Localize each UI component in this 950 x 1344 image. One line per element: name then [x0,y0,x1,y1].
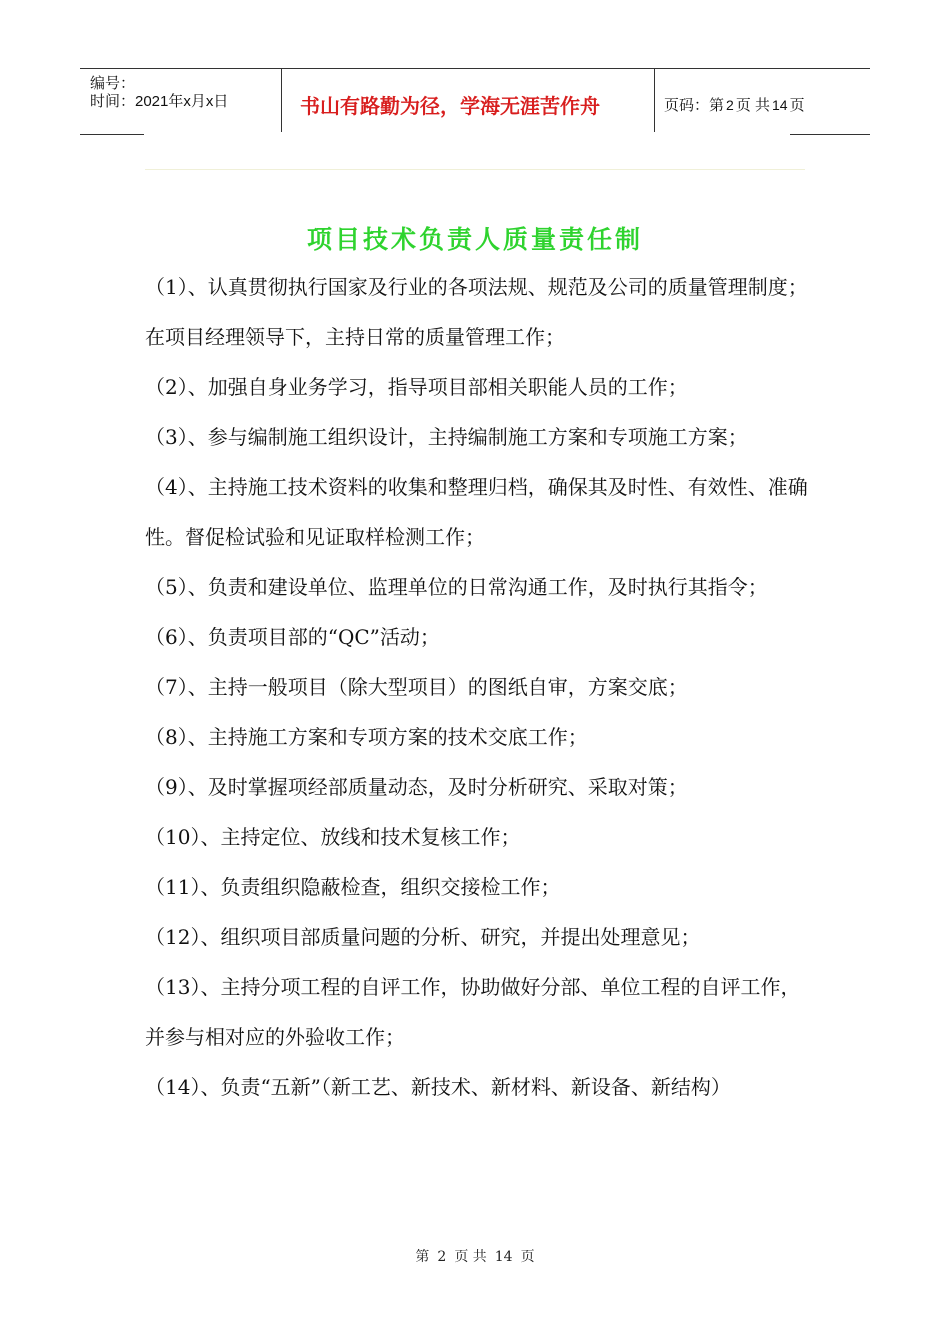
paragraph-6: （6）、负责项目部的“QC”活动； [145,625,440,649]
header-page-indicator [664,94,805,115]
paragraph-12: （12）、组织项目部质量问题的分析、研究，并提出处理意见； [145,925,701,949]
paragraph-4: （4）、主持施工技术资料的收集和整理归档，确保其及时性、有效性、准确性。督促检试验和见证取样检测工作； [145,475,808,549]
paragraph-13: （13）、主持分项工程的自评工作，协助做好分部、单位工程的自评工作，并参与相对应的外验收工作； [145,975,801,1049]
page-suffix: 页 [789,97,805,114]
paragraph-9: （9）、及时掌握项经部质量动态，及时分析研究、采取对策； [145,775,688,799]
footer-mid: 页 共 [454,1249,487,1265]
page-current: 2 [726,97,734,113]
header-faint-rule [145,169,805,170]
header-underline-left [80,134,144,135]
footer-total: 14 [494,1249,513,1265]
paragraph-7: （7）、主持一般项目（除大型项目）的图纸自审，方案交底； [145,675,688,699]
number-label: 编号： [90,75,136,92]
header-divider-right [654,68,655,132]
paragraph-8: （8）、主持施工方案和专项方案的技术交底工作； [145,725,588,749]
date-label: 时间：2021年x月x日 [90,93,229,110]
document-body [145,262,810,1112]
header-underline-right [790,134,870,135]
header-divider-left [281,68,282,132]
paragraph-10: （10）、主持定位、放线和技术复核工作； [145,825,521,849]
header-motto: 书山有路勤为径，学海无涯苦作舟 [300,94,600,118]
paragraph-11: （11）、负责组织隐蔽检查，组织交接检工作； [145,875,561,899]
document-title: 项目技术负责人质量责任制 [306,225,643,254]
paragraph-1: （1）、认真贯彻执行国家及行业的各项法规、规范及公司的质量管理制度；在项目经理领导下，主持日常的质量管理工作； [145,275,808,349]
paragraph-3: （3）、参与编制施工组织设计，主持编制施工方案和专项施工方案； [145,425,748,449]
page-label: 页码：第 [664,97,725,114]
footer-suffix: 页 [520,1249,535,1265]
paragraph-5: （5）、负责和建设单位、监理单位的日常沟通工作，及时执行其指令； [145,575,768,599]
paragraph-2: （2）、加强自身业务学习，指导项目部相关职能人员的工作； [145,375,688,399]
footer-current: 2 [437,1249,447,1265]
footer-prefix: 第 [415,1249,430,1265]
paragraph-14: （14）、负责“五新”（新工艺、新技术、新材料、新设备、新结构） [145,1075,731,1099]
page-footer [0,1246,950,1266]
page-total: 14 [771,97,788,113]
header-top-rule [80,68,870,69]
page-mid: 页 共 [735,97,770,114]
